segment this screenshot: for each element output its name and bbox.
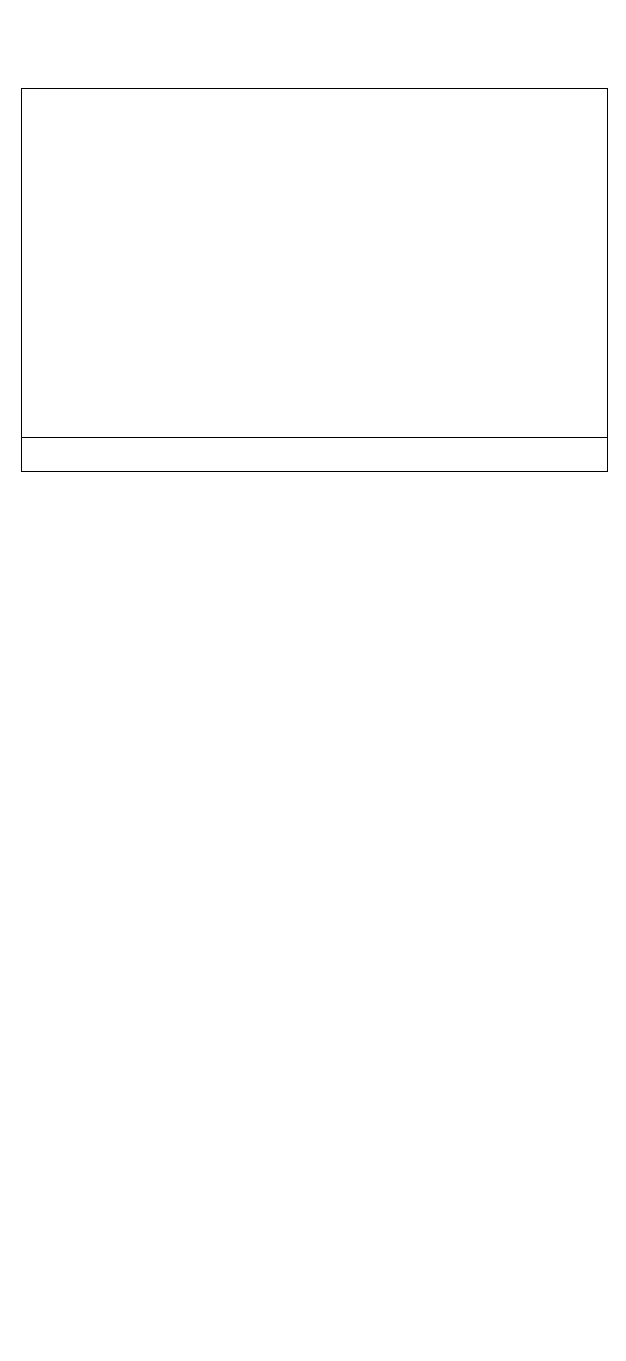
molecule-structure	[112, 556, 352, 596]
plot-frame	[22, 89, 608, 472]
nmr-spectrum-chart	[0, 0, 626, 545]
